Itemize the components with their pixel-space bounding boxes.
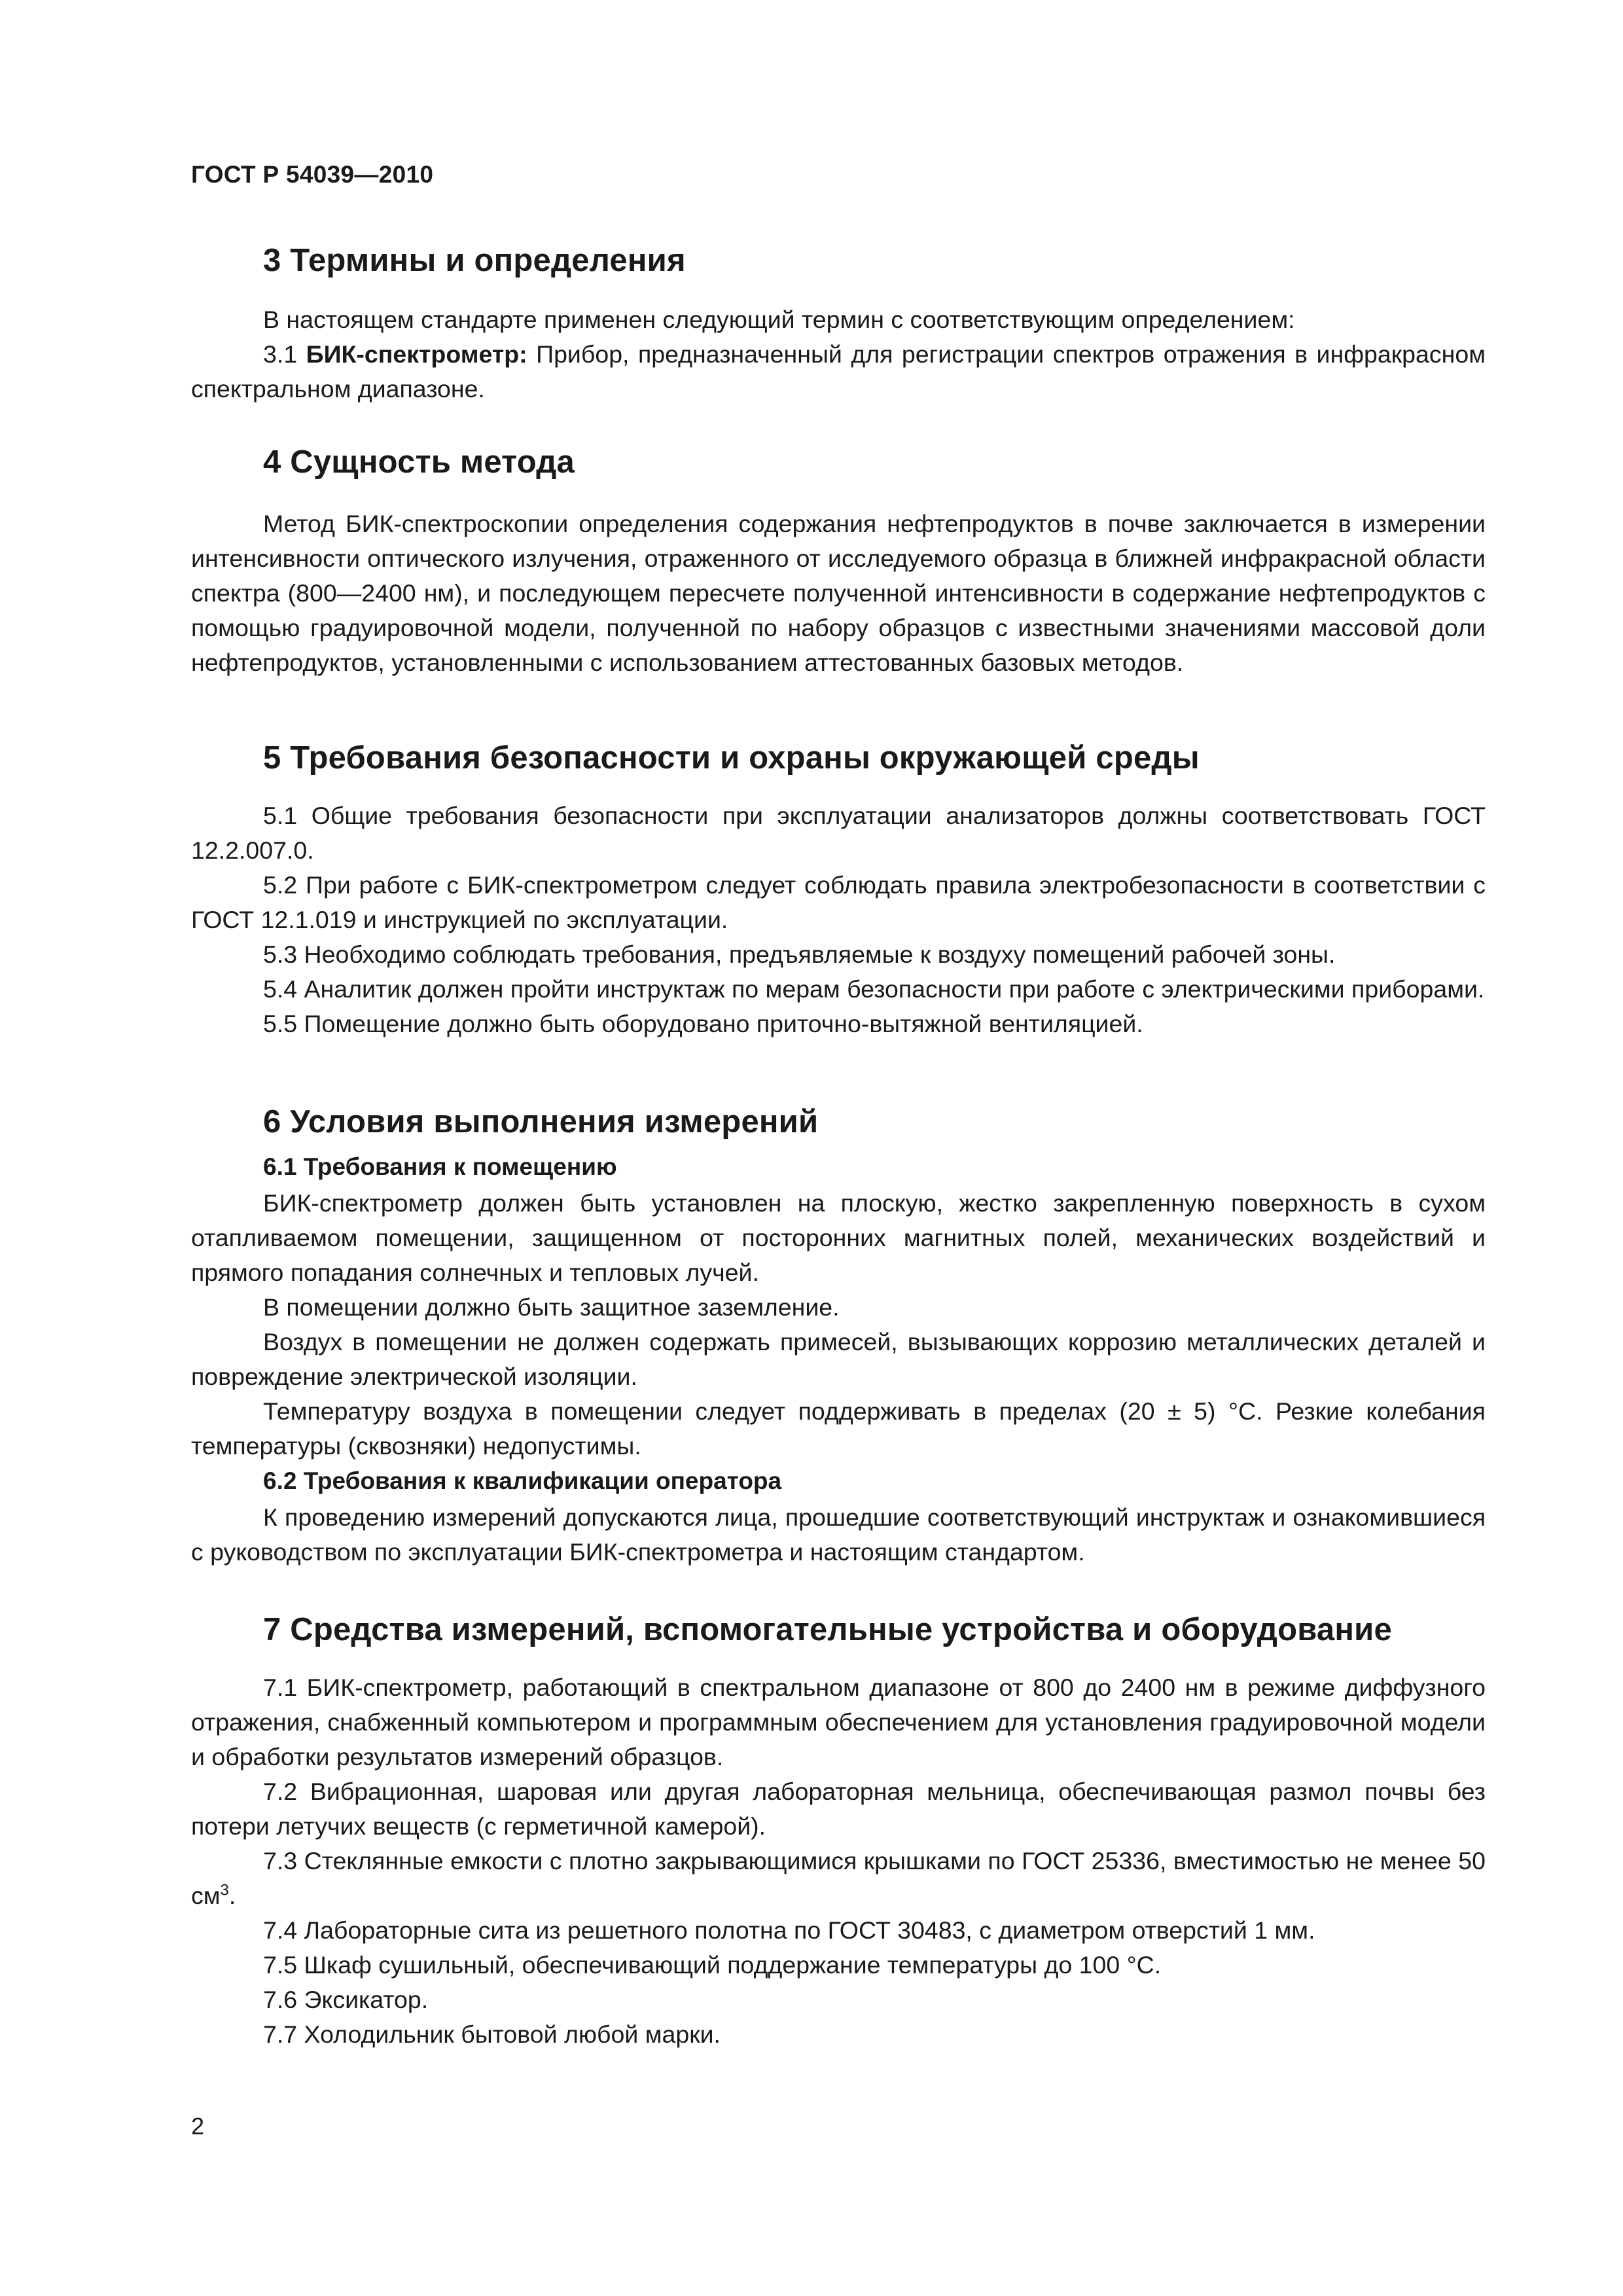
- section-3: [191, 242, 1486, 406]
- clause-5-2: 5.2 При работе с БИК-спектрометром следует соблюдать правила электробезопасности в соответствии с ГОСТ 12.1.019 и инструкцией по эксплуатации.: [191, 871, 1486, 933]
- clause-7-5: 7.5 Шкаф сушильный, обеспечивающий поддержание температуры до 100 °С.: [263, 1951, 1162, 1979]
- section-5: [191, 740, 1486, 1041]
- clause-7-3: [191, 1844, 1486, 1913]
- clause-5-4: 5.4 Аналитик должен пройти инструктаж по мерам безопасности при работе с электрическими приборами.: [263, 975, 1485, 1003]
- clause-5-1: 5.1 Общие требования безопасности при эксплуатации анализаторов должны соответствовать ГОСТ 12.2.007.0.: [191, 802, 1486, 864]
- clause-7-2: 7.2 Вибрационная, шаровая или другая лабораторная мельница, обеспечивающая размол почвы без потери летучих веществ (с герметичной камерой).: [191, 1778, 1486, 1840]
- subsection-6-2-title: 6.2 Требования к квалификации оператора: [263, 1467, 782, 1494]
- section-5-title: 5 Требования безопасности и охраны окружающей среды: [263, 740, 1200, 776]
- term-3-1: [191, 337, 1486, 406]
- clause-5-5: 5.5 Помещение должно быть оборудовано приточно-вытяжной вентиляцией.: [263, 1010, 1143, 1037]
- clause-6-1-text-3: Воздух в помещении не должен содержать примесей, вызывающих коррозию металлических деталей и повреждение электрической изоляции.: [191, 1328, 1486, 1390]
- clause-7-3-superscript: 3: [220, 1881, 229, 1899]
- clause-7-1: 7.1 БИК-спектрометр, работающий в спектральном диапазоне от 800 до 2400 нм в режиме диффузного отражения, снабженный компьютером и программным обеспечением для установления градуировочной модели и обработки результатов измерений образцов.: [191, 1674, 1486, 1770]
- section-4-title: 4 Сущность метода: [263, 444, 575, 480]
- section-7: [191, 1611, 1486, 2052]
- section-4-text: Метод БИК-спектроскопии определения содержания нефтепродуктов в почве заключается в измерении интенсивности оптического излучения, отраженного от исследуемого образца в ближней инфракрасной области спектра (800—2400 нм), и последующем пересчете полученной интенсивности в содержание нефтепродуктов с помощью градуировочной модели, полученной по набору образцов с известными значениями массовой доли нефтепродуктов, установленными с использованием аттестованных базовых методов.: [191, 510, 1486, 676]
- subsection-6-1-title: 6.1 Требования к помещению: [263, 1153, 617, 1180]
- section-7-title: 7 Средства измерений, вспомогательные устройства и оборудование: [263, 1612, 1392, 1647]
- section-4: [191, 444, 1486, 680]
- clause-6-2-text: К проведению измерений допускаются лица, прошедшие соответствующий инструктаж и ознакомившиеся с руководством по эксплуатации БИК-спектрометра и настоящим стандартом.: [191, 1503, 1486, 1566]
- clause-5-3: 5.3 Необходимо соблюдать требования, предъявляемые к воздуху помещений рабочей зоны.: [263, 941, 1336, 968]
- clause-7-4: 7.4 Лабораторные сита из решетного полотна по ГОСТ 30483, с диаметром отверстий 1 мм.: [263, 1916, 1315, 1944]
- clause-7-3-text: 7.3 Стеклянные емкости с плотно закрывающимися крышками по ГОСТ 25336, вместимостью не менее 50 см: [191, 1847, 1486, 1909]
- clause-6-1-text-2: В помещении должно быть защитное заземление.: [263, 1293, 840, 1321]
- term-3-1-number: 3.1: [263, 340, 306, 368]
- section-3-title: 3 Термины и определения: [263, 243, 686, 278]
- clause-7-7: 7.7 Холодильник бытовой любой марки.: [263, 2020, 721, 2048]
- page-number: 2: [191, 2113, 205, 2140]
- clause-6-1-text-1: БИК-спектрометр должен быть установлен на плоскую, жестко закрепленную поверхность в сухом отапливаемом помещении, защищенном от посторонних магнитных полей, механических воздействий и прямого попадания солнечных и тепловых лучей.: [191, 1189, 1486, 1286]
- clause-7-6: 7.6 Эксикатор.: [263, 1986, 429, 2013]
- clause-6-1-text-4: Температуру воздуха в помещении следует поддерживать в пределах (20 ± 5) °С. Резкие колебания температуры (сквозняки) недопустимы.: [191, 1397, 1486, 1460]
- term-3-1-definition: Прибор, предназначенный для регистрации спектров отражения в инфракрасном спектральном диапазоне.: [191, 340, 1486, 403]
- document-header: ГОСТ Р 54039—2010: [191, 161, 434, 188]
- section-6-title: 6 Условия выполнения измерений: [263, 1104, 819, 1139]
- section-6: [191, 1103, 1486, 1570]
- term-3-1-label: БИК-спектрометр:: [306, 340, 527, 368]
- clause-7-3-end: .: [228, 1882, 236, 1909]
- section-3-intro: В настоящем стандарте применен следующий термин с соответствующим определением:: [263, 306, 1295, 333]
